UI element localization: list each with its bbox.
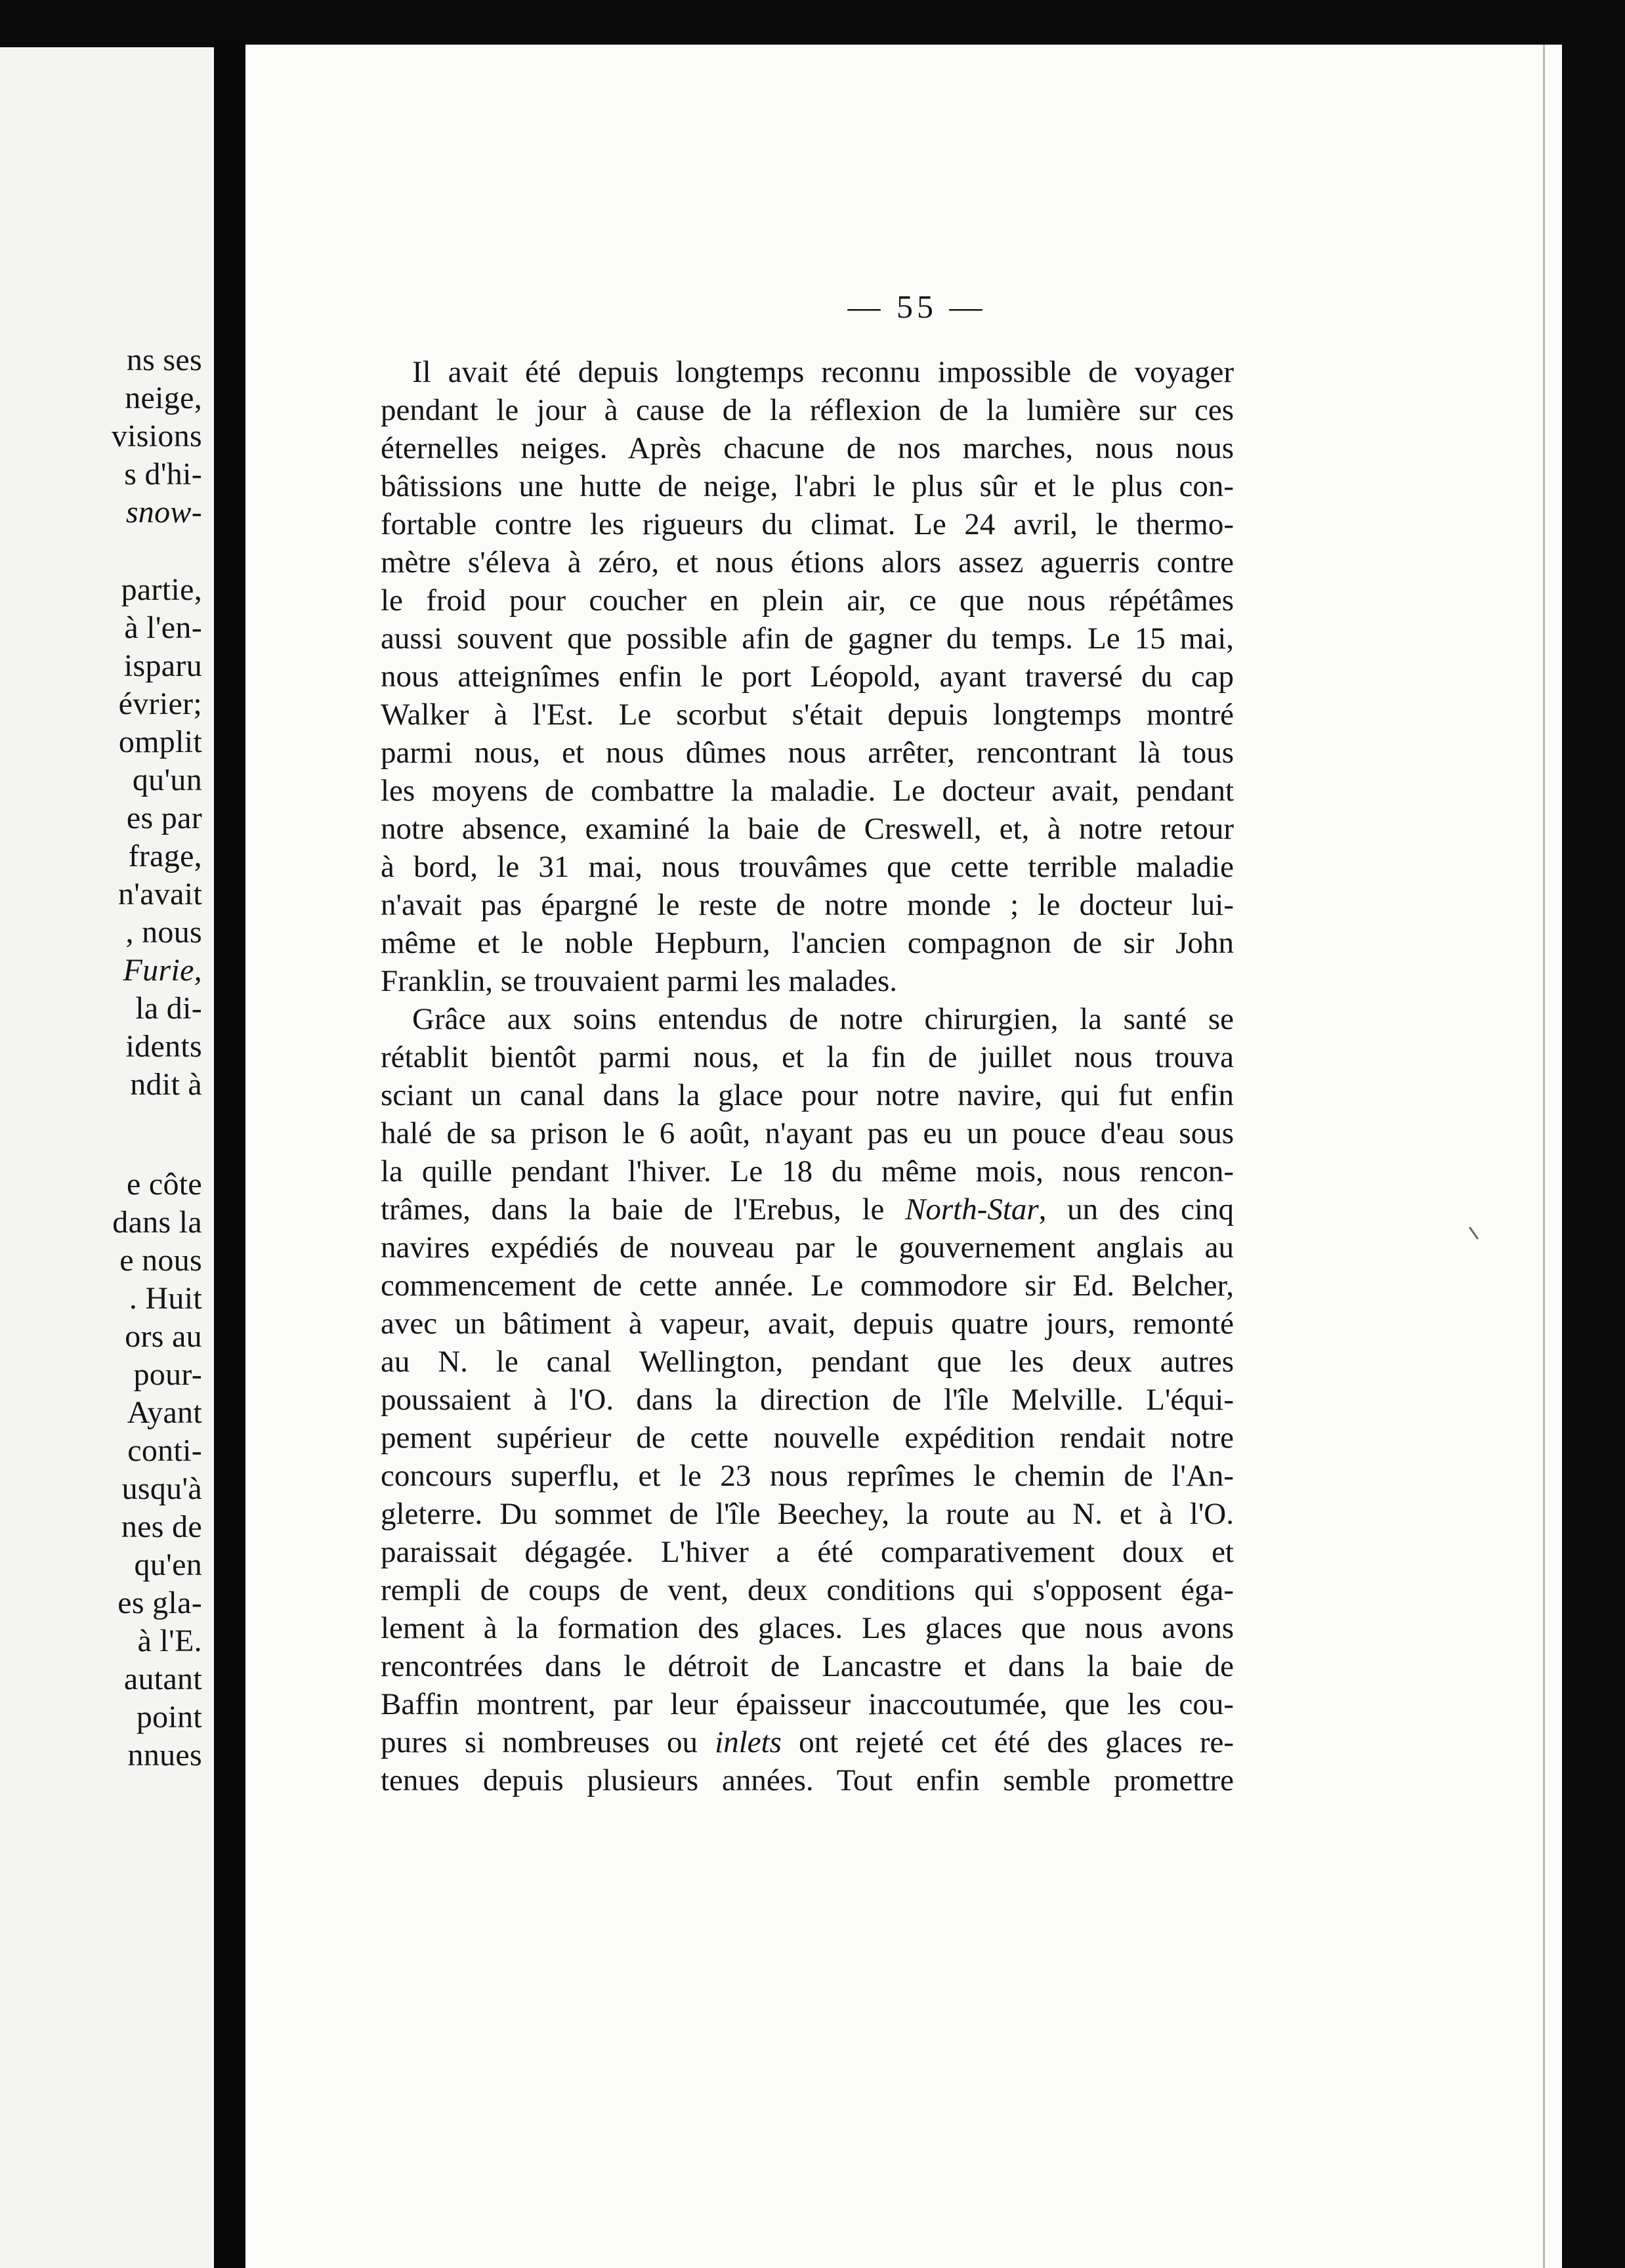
paragraph-2 xyxy=(381,1000,1234,1799)
text-line: lement à la formation des glaces. Les glaces que nous avons xyxy=(381,1611,1234,1645)
text-segment: pures si nombreuses ou xyxy=(381,1725,715,1759)
text-line: aussi souvent que possible afin de gagner du temps. Le 15 mai, xyxy=(381,621,1234,656)
text-line: les moyens de combattre la maladie. Le docteur avait, pendant xyxy=(381,774,1234,808)
text-line: Il avait été depuis longtemps reconnu impossible de voyager xyxy=(412,355,1234,389)
text-line: gleterre. Du sommet de l'île Beechey, la route au N. et à l'O. xyxy=(381,1497,1234,1531)
text-line: la quille pendant l'hiver. Le 18 du même mois, nous rencon- xyxy=(381,1154,1234,1188)
text-line: Walker à l'Est. Le scorbut s'était depuis longtemps montré xyxy=(381,698,1234,732)
text-line: fortable contre les rigueurs du climat. Le 24 avril, le thermo- xyxy=(381,507,1234,541)
left-page-fragment: nnues xyxy=(127,1738,202,1773)
text-line: avec un bâtiment à vapeur, avait, depuis quatre jours, remonté xyxy=(381,1307,1234,1341)
left-page-fragment: qu'en xyxy=(134,1547,202,1582)
left-page-fragment: conti- xyxy=(127,1433,202,1468)
text-line: commencement de cette année. Le commodore sir Ed. Belcher, xyxy=(381,1269,1234,1303)
text-line: rempli de coups de vent, deux conditions qui s'opposent éga- xyxy=(381,1573,1234,1607)
text-segment: trâmes, dans la baie de l'Erebus, le xyxy=(381,1192,906,1227)
left-page-fragment: pour- xyxy=(133,1357,202,1392)
left-page-fragment: usqu'à xyxy=(121,1471,202,1506)
body-text xyxy=(381,353,1234,1799)
left-page-fragment: Furie, xyxy=(123,953,202,988)
left-page-fragment: snow- xyxy=(125,495,202,530)
left-page-fragment: partie, xyxy=(121,572,202,607)
text-segment: ont rejeté cet été des glaces re- xyxy=(781,1725,1234,1759)
text-line: bâtissions une hutte de neige, l'abri le plus sûr et le plus con- xyxy=(381,469,1234,503)
text-line: le froid pour coucher en plein air, ce que nous répétâmes xyxy=(381,583,1234,618)
text-line: pendant le jour à cause de la réflexion de la lumière sur ces xyxy=(381,393,1234,427)
left-page-fragment: Ayant xyxy=(127,1395,202,1430)
page-edge-line xyxy=(1543,45,1545,2268)
left-page-fragment: idents xyxy=(125,1029,202,1064)
left-page-fragment: e nous xyxy=(119,1243,202,1278)
text-line: sciant un canal dans la glace pour notre navire, qui fut enfin xyxy=(381,1078,1234,1112)
left-page-fragment: s d'hi- xyxy=(124,457,202,492)
book-gutter xyxy=(214,39,245,2268)
ship-name-italic: North-Star xyxy=(905,1192,1039,1227)
left-page-fragment: ors au xyxy=(125,1319,202,1354)
left-page-fragment: ndit à xyxy=(130,1067,202,1102)
text-line: nous atteignîmes enfin le port Léopold, ayant traversé du cap xyxy=(381,660,1234,694)
left-page-fragment: visions xyxy=(111,419,202,453)
text-line: parmi nous, et nous dûmes nous arrêter, rencontrant là tous xyxy=(381,736,1234,770)
left-page-fragment: . Huit xyxy=(129,1281,202,1316)
text-line: Grâce aux soins entendus de notre chirurgien, la santé se xyxy=(412,1002,1234,1036)
left-page-fragment: nes de xyxy=(121,1509,202,1544)
left-page-fragment: isparu xyxy=(123,648,202,683)
left-page-fragment: évrier; xyxy=(118,686,202,721)
left-page-fragment: point xyxy=(136,1700,202,1734)
text-line: navires expédiés de nouveau par le gouvernement anglais au xyxy=(381,1230,1234,1265)
text-line: mètre s'éleva à zéro, et nous étions alors assez aguerris contre xyxy=(381,545,1234,579)
text-line-with-italic xyxy=(381,1190,1234,1228)
left-page-fragment: à l'en- xyxy=(124,610,202,645)
left-page-fragment: autant xyxy=(123,1662,202,1696)
text-line: halé de sa prison le 6 août, n'ayant pas eu un pouce d'eau sous xyxy=(381,1116,1234,1150)
text-line: Franklin, se trouvaient parmi les malades. xyxy=(381,964,898,998)
text-line: éternelles neiges. Après chacune de nos marches, nous nous xyxy=(381,431,1234,465)
left-page-fragment: es par xyxy=(126,801,202,835)
text-line: poussaient à l'O. dans la direction de l'île Melville. L'équi- xyxy=(381,1383,1234,1417)
text-line: paraissait dégagée. L'hiver a été comparativement doux et xyxy=(381,1535,1234,1569)
term-italic: inlets xyxy=(715,1725,782,1759)
left-page-fragment: qu'un xyxy=(132,763,202,797)
text-line: concours superflu, et le 23 nous reprîmes le chemin de l'An- xyxy=(381,1459,1234,1493)
left-page-fragment: ns ses xyxy=(126,343,202,377)
left-page-fragment: n'avait xyxy=(117,877,202,912)
text-line-with-italic xyxy=(381,1723,1234,1761)
left-page-fragment: omplit xyxy=(118,724,202,759)
left-page-fragment: frage, xyxy=(128,839,202,873)
left-page-fragment: à l'E. xyxy=(137,1624,202,1658)
left-page-fragment: es gla- xyxy=(117,1586,202,1620)
text-line: Baffin montrent, par leur épaisseur inaccoutumée, que les cou- xyxy=(381,1687,1234,1721)
stray-mark xyxy=(1469,1227,1479,1240)
text-line: tenues depuis plusieurs années. Tout enfin semble promettre xyxy=(381,1763,1234,1797)
text-line: rencontrées dans le détroit de Lancastre et dans la baie de xyxy=(381,1649,1234,1683)
left-page-fragment: la di- xyxy=(135,991,202,1026)
main-page xyxy=(245,45,1562,2268)
paragraph-1 xyxy=(381,353,1234,1000)
left-page-fragment: , nous xyxy=(125,915,202,950)
text-segment: , un des cinq xyxy=(1038,1192,1234,1227)
left-page-fragment: neige, xyxy=(125,381,202,415)
text-line: pement supérieur de cette nouvelle expédition rendait notre xyxy=(381,1421,1234,1455)
text-line: n'avait pas épargné le reste de notre monde ; le docteur lui- xyxy=(381,888,1234,922)
text-line: rétablit bientôt parmi nous, et la fin de juillet nous trouva xyxy=(381,1040,1234,1074)
previous-page-strip xyxy=(0,47,214,2268)
text-line: à bord, le 31 mai, nous trouvâmes que cette terrible maladie xyxy=(381,850,1234,884)
left-page-fragment: dans la xyxy=(112,1205,202,1240)
text-line: au N. le canal Wellington, pendant que les deux autres xyxy=(381,1345,1234,1379)
text-line: notre absence, examiné la baie de Creswell, et, à notre retour xyxy=(381,812,1234,846)
left-page-fragment: e côte xyxy=(126,1167,202,1202)
page-number: — 55 — xyxy=(847,288,986,325)
text-line: même et le noble Hepburn, l'ancien compagnon de sir John xyxy=(381,926,1234,960)
